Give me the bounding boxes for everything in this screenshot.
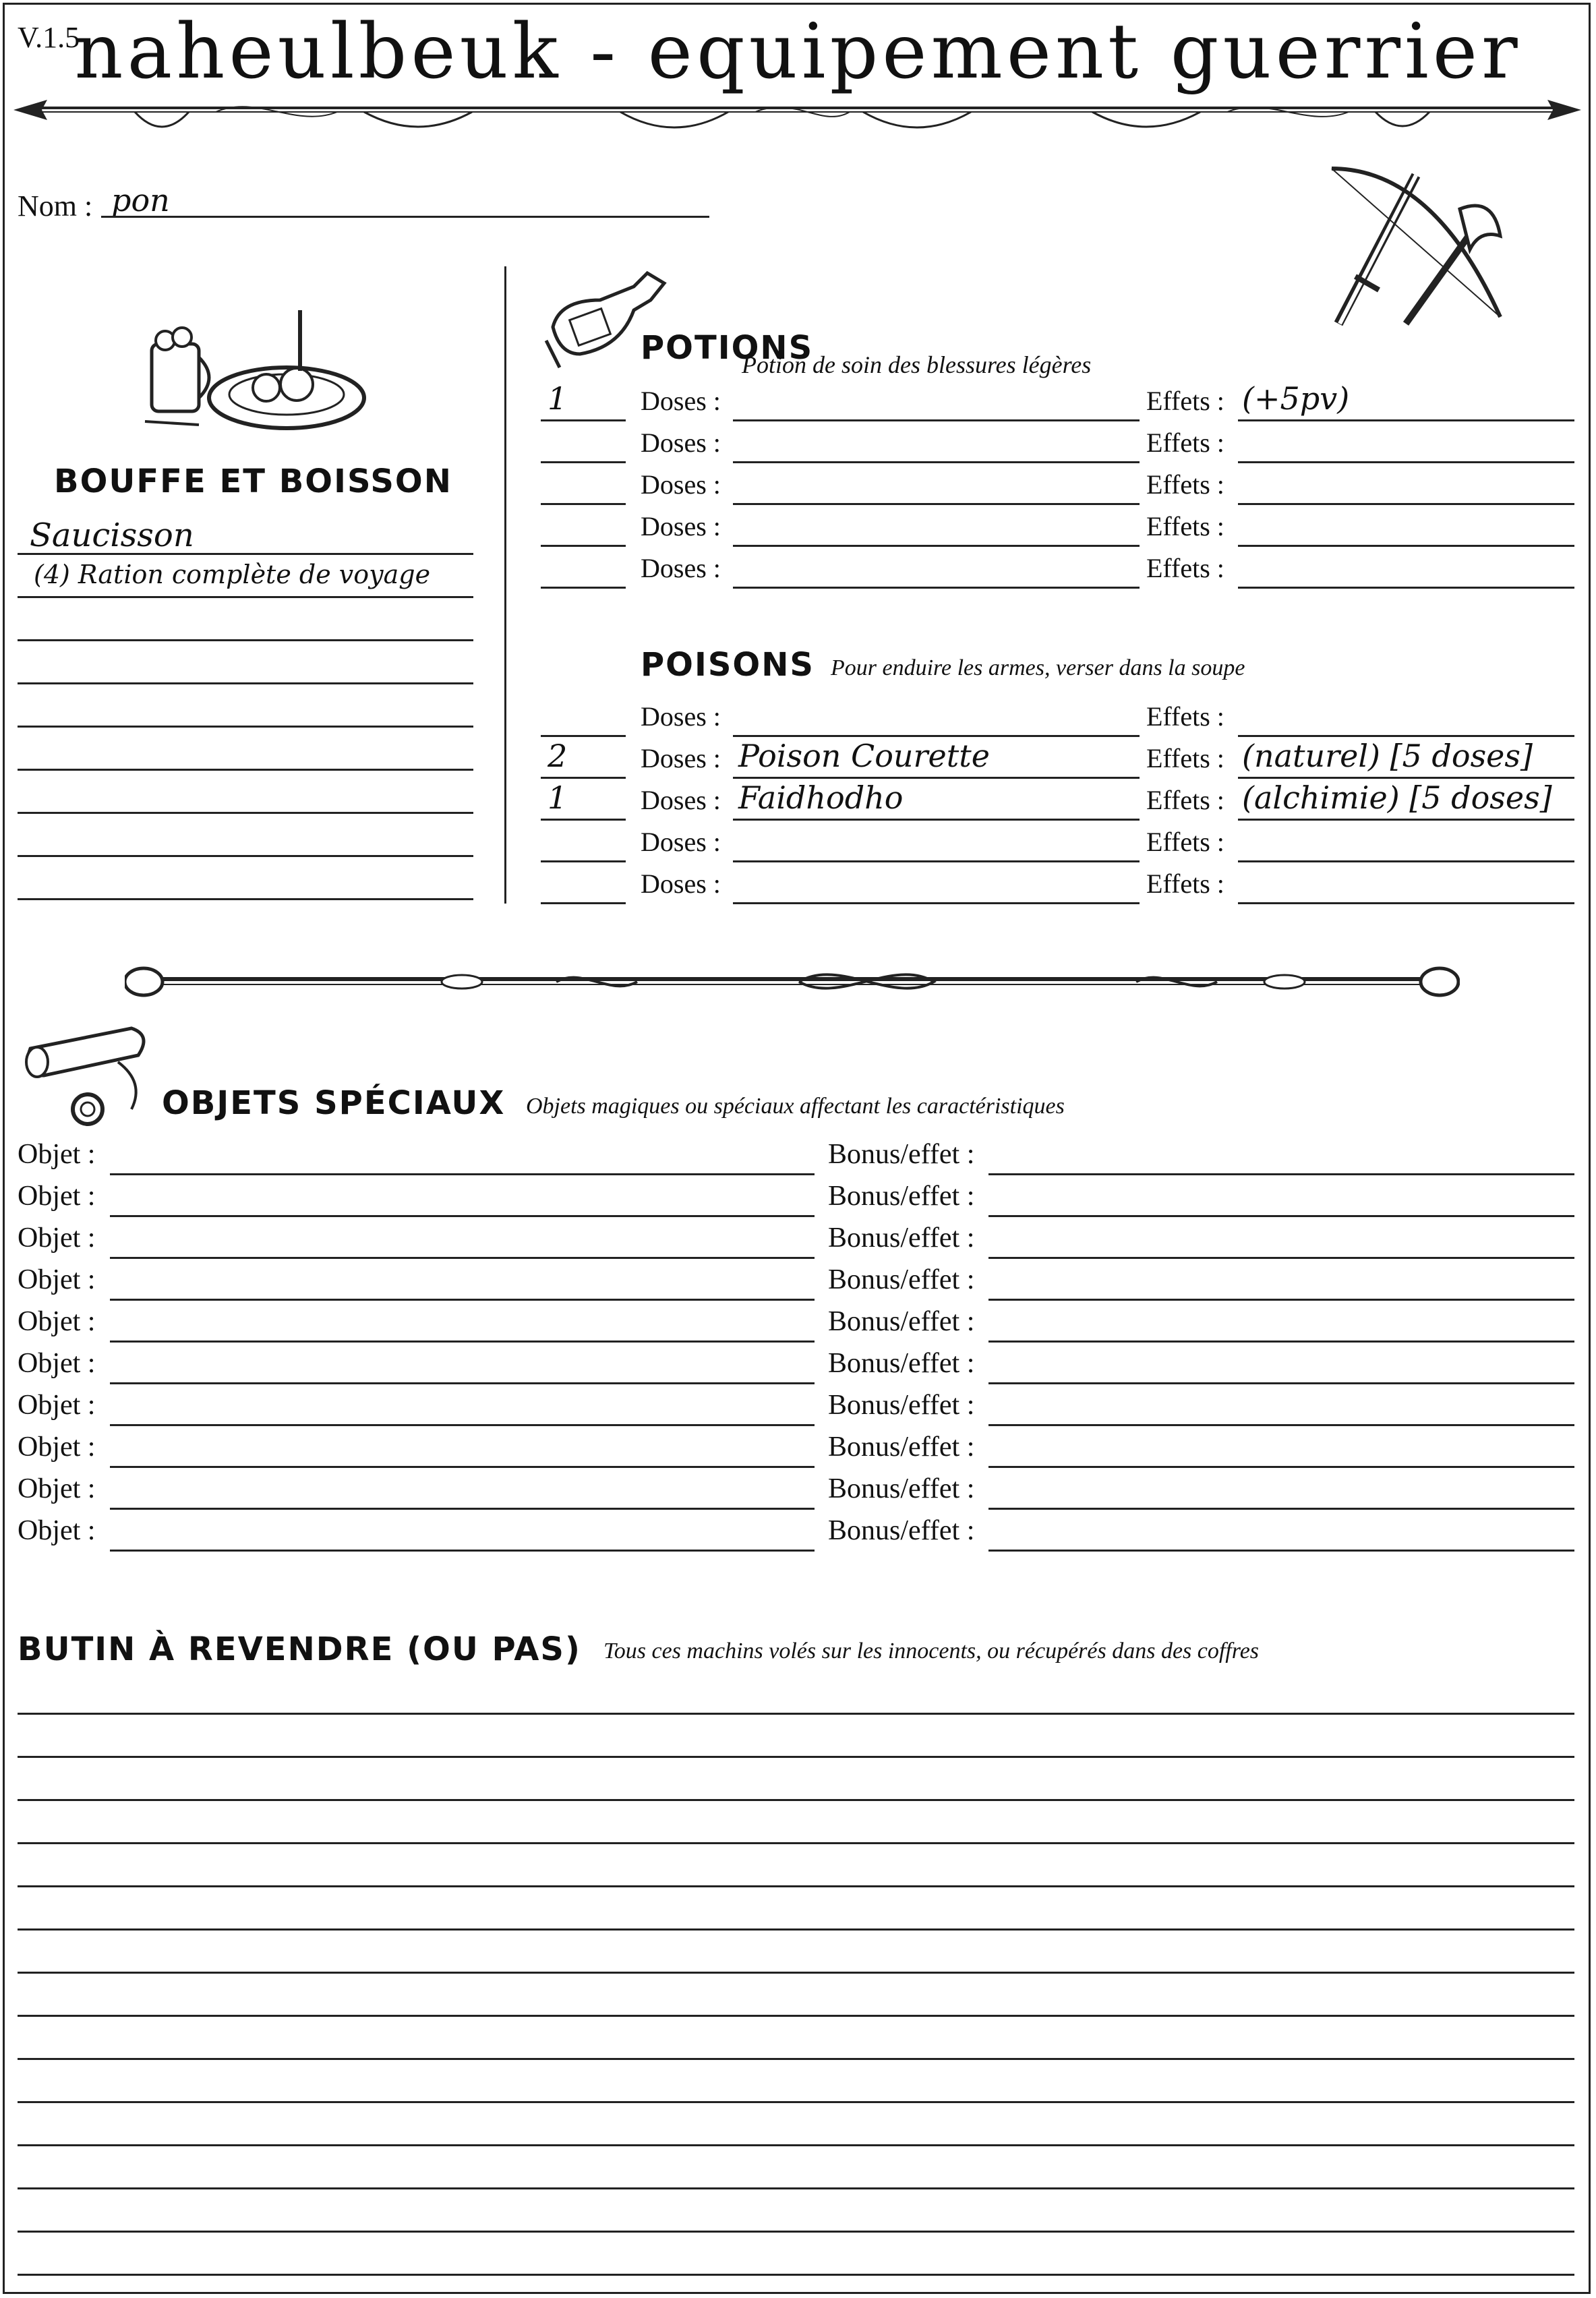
doses-underline bbox=[733, 735, 1140, 737]
loot-line[interactable] bbox=[18, 1799, 1574, 1801]
bonus-label: Bonus/effet : bbox=[828, 1473, 975, 1504]
poisons-heading: POISONS bbox=[641, 646, 815, 684]
object-underline bbox=[110, 1215, 815, 1217]
loot-line[interactable] bbox=[18, 2058, 1574, 2060]
doses-label: Doses : bbox=[641, 743, 721, 773]
qty-underline bbox=[541, 419, 626, 421]
object-underline bbox=[110, 1173, 815, 1175]
effets-label: Effets : bbox=[1146, 553, 1224, 583]
object-underline bbox=[110, 1257, 815, 1259]
bonus-label: Bonus/effet : bbox=[828, 1515, 975, 1546]
loot-line[interactable] bbox=[18, 1713, 1574, 1715]
bonus-underline bbox=[988, 1466, 1574, 1468]
sheet-title: naheulbeuk - equipement guerrier bbox=[74, 8, 1522, 96]
object-label: Objet : bbox=[18, 1139, 96, 1170]
doses-label: Doses : bbox=[641, 785, 721, 815]
poisons-row bbox=[0, 779, 1596, 819]
loot-line[interactable] bbox=[18, 1928, 1574, 1931]
potions-row bbox=[0, 511, 1596, 545]
loot-line[interactable] bbox=[18, 2015, 1574, 2017]
bonus-label: Bonus/effet : bbox=[828, 1264, 975, 1295]
loot-line[interactable] bbox=[18, 1842, 1574, 1844]
poisons-row bbox=[0, 868, 1596, 902]
object-underline bbox=[110, 1382, 815, 1384]
potions-row bbox=[0, 428, 1596, 461]
doses-label: Doses : bbox=[641, 827, 721, 857]
qty-underline bbox=[541, 735, 626, 737]
effets-underline bbox=[1238, 587, 1574, 589]
special-row bbox=[0, 1474, 1596, 1508]
effets-label: Effets : bbox=[1146, 868, 1224, 899]
effets-value[interactable]: (alchimie) [5 doses] bbox=[1242, 779, 1552, 816]
doses-label: Doses : bbox=[641, 386, 721, 416]
doses-underline bbox=[733, 902, 1140, 904]
object-label: Objet : bbox=[18, 1306, 96, 1337]
poisons-row bbox=[0, 701, 1596, 735]
bonus-label: Bonus/effet : bbox=[828, 1306, 975, 1337]
staff-divider-icon bbox=[125, 958, 1460, 1005]
loot-line[interactable] bbox=[18, 1885, 1574, 1887]
bonus-underline bbox=[988, 1340, 1574, 1343]
qty-underline bbox=[541, 902, 626, 904]
food-item[interactable]: Saucisson bbox=[30, 517, 194, 554]
loot-line[interactable] bbox=[18, 2274, 1574, 2276]
special-row bbox=[0, 1390, 1596, 1424]
object-label: Objet : bbox=[18, 1432, 96, 1463]
poisons-row bbox=[0, 827, 1596, 860]
potions-row bbox=[0, 553, 1596, 587]
effets-label: Effets : bbox=[1146, 428, 1224, 458]
doses-label: Doses : bbox=[641, 428, 721, 458]
bonus-underline bbox=[988, 1424, 1574, 1426]
special-row bbox=[0, 1181, 1596, 1215]
effets-underline bbox=[1238, 819, 1574, 821]
bonus-underline bbox=[988, 1508, 1574, 1510]
bonus-label: Bonus/effet : bbox=[828, 1390, 975, 1421]
effets-value[interactable]: (naturel) [5 doses] bbox=[1242, 738, 1533, 774]
effets-underline bbox=[1238, 735, 1574, 737]
loot-line[interactable] bbox=[18, 2187, 1574, 2189]
object-underline bbox=[110, 1424, 815, 1426]
qty-underline bbox=[541, 777, 626, 779]
food-heading: BOUFFE ET BOISSON bbox=[54, 463, 452, 500]
object-underline bbox=[110, 1299, 815, 1301]
effets-value[interactable]: (+5pv) bbox=[1242, 380, 1350, 417]
scroll-ring-icon bbox=[17, 1022, 158, 1129]
doses-value[interactable]: Faidhodho bbox=[738, 779, 904, 816]
qty-value[interactable]: 1 bbox=[548, 779, 568, 816]
qty-underline bbox=[541, 819, 626, 821]
doses-label: Doses : bbox=[641, 469, 721, 500]
bonus-label: Bonus/effet : bbox=[828, 1139, 975, 1170]
loot-line[interactable] bbox=[18, 1972, 1574, 1974]
effets-underline bbox=[1238, 461, 1574, 463]
bonus-label: Bonus/effet : bbox=[828, 1432, 975, 1463]
effets-underline bbox=[1238, 545, 1574, 547]
effets-underline bbox=[1238, 860, 1574, 862]
bonus-label: Bonus/effet : bbox=[828, 1222, 975, 1254]
loot-description: Tous ces machins volés sur les innocents, ou récupérés dans des coffres bbox=[603, 1639, 1260, 1663]
qty-underline bbox=[541, 545, 626, 547]
doses-underline bbox=[733, 419, 1140, 421]
doses-label: Doses : bbox=[641, 553, 721, 583]
bonus-underline bbox=[988, 1550, 1574, 1552]
special-heading: OBJETS SPÉCIAUX bbox=[162, 1084, 506, 1122]
doses-label: Doses : bbox=[641, 511, 721, 541]
crossed-weapons-icon bbox=[1325, 155, 1527, 337]
object-underline bbox=[110, 1340, 815, 1343]
bonus-underline bbox=[988, 1173, 1574, 1175]
doses-underline bbox=[733, 860, 1140, 862]
effets-label: Effets : bbox=[1146, 743, 1224, 773]
doses-label: Doses : bbox=[641, 868, 721, 899]
doses-underline bbox=[733, 461, 1140, 463]
effets-underline bbox=[1238, 902, 1574, 904]
doses-label: Doses : bbox=[641, 701, 721, 732]
food-line bbox=[18, 682, 473, 684]
special-row bbox=[0, 1349, 1596, 1382]
effets-label: Effets : bbox=[1146, 785, 1224, 815]
special-row bbox=[0, 1140, 1596, 1173]
potions-description: Potion de soin des blessures légères bbox=[742, 351, 1092, 378]
object-label: Objet : bbox=[18, 1181, 96, 1212]
object-underline bbox=[110, 1550, 815, 1552]
doses-underline bbox=[733, 777, 1140, 779]
effets-underline bbox=[1238, 777, 1574, 779]
effets-label: Effets : bbox=[1146, 701, 1224, 732]
effets-label: Effets : bbox=[1146, 386, 1224, 416]
object-label: Objet : bbox=[18, 1348, 96, 1379]
name-label: Nom : bbox=[18, 189, 93, 223]
loot-line[interactable] bbox=[18, 1756, 1574, 1758]
name-value[interactable]: pon bbox=[111, 182, 170, 218]
effets-label: Effets : bbox=[1146, 511, 1224, 541]
loot-line[interactable] bbox=[18, 2101, 1574, 2103]
bonus-label: Bonus/effet : bbox=[828, 1348, 975, 1379]
special-row bbox=[0, 1516, 1596, 1550]
object-label: Objet : bbox=[18, 1264, 96, 1295]
effets-underline bbox=[1238, 419, 1574, 421]
doses-underline bbox=[733, 503, 1140, 505]
effets-underline bbox=[1238, 503, 1574, 505]
poisons-row bbox=[0, 738, 1596, 777]
potions-row bbox=[0, 380, 1596, 419]
special-row bbox=[0, 1223, 1596, 1257]
poisons-description: Pour enduire les armes, verser dans la soupe bbox=[831, 655, 1245, 680]
food-line bbox=[18, 596, 473, 598]
bonus-underline bbox=[988, 1215, 1574, 1217]
potions-row bbox=[0, 469, 1596, 503]
version-label: V.1.5 bbox=[18, 21, 80, 54]
object-label: Objet : bbox=[18, 1390, 96, 1421]
qty-value[interactable]: 1 bbox=[548, 380, 568, 417]
special-row bbox=[0, 1307, 1596, 1340]
qty-underline bbox=[541, 503, 626, 505]
doses-underline bbox=[733, 819, 1140, 821]
bonus-underline bbox=[988, 1299, 1574, 1301]
doses-underline bbox=[733, 587, 1140, 589]
effets-label: Effets : bbox=[1146, 827, 1224, 857]
object-label: Objet : bbox=[18, 1473, 96, 1504]
food-item[interactable]: (4) Ration complète de voyage bbox=[34, 560, 431, 589]
spear-border-icon bbox=[13, 88, 1581, 142]
special-row bbox=[0, 1432, 1596, 1466]
qty-underline bbox=[541, 461, 626, 463]
doses-underline bbox=[733, 545, 1140, 547]
special-row bbox=[0, 1265, 1596, 1299]
object-underline bbox=[110, 1466, 815, 1468]
qty-underline bbox=[541, 587, 626, 589]
effets-label: Effets : bbox=[1146, 469, 1224, 500]
potions-heading: POTIONS bbox=[641, 329, 814, 367]
object-label: Objet : bbox=[18, 1222, 96, 1254]
loot-line[interactable] bbox=[18, 2144, 1574, 2146]
loot-line[interactable] bbox=[18, 2231, 1574, 2233]
bonus-underline bbox=[988, 1382, 1574, 1384]
doses-value[interactable]: Poison Courette bbox=[738, 738, 990, 774]
name-underline bbox=[101, 216, 709, 218]
special-description: Objets magiques ou spéciaux affectant les caractéristiques bbox=[526, 1094, 1065, 1119]
loot-heading: BUTIN À REVENDRE (OU PAS) bbox=[18, 1630, 581, 1668]
qty-underline bbox=[541, 860, 626, 862]
qty-value[interactable]: 2 bbox=[548, 738, 568, 774]
object-label: Objet : bbox=[18, 1515, 96, 1546]
food-line bbox=[18, 639, 473, 641]
bonus-label: Bonus/effet : bbox=[828, 1181, 975, 1212]
bonus-underline bbox=[988, 1257, 1574, 1259]
object-underline bbox=[110, 1508, 815, 1510]
